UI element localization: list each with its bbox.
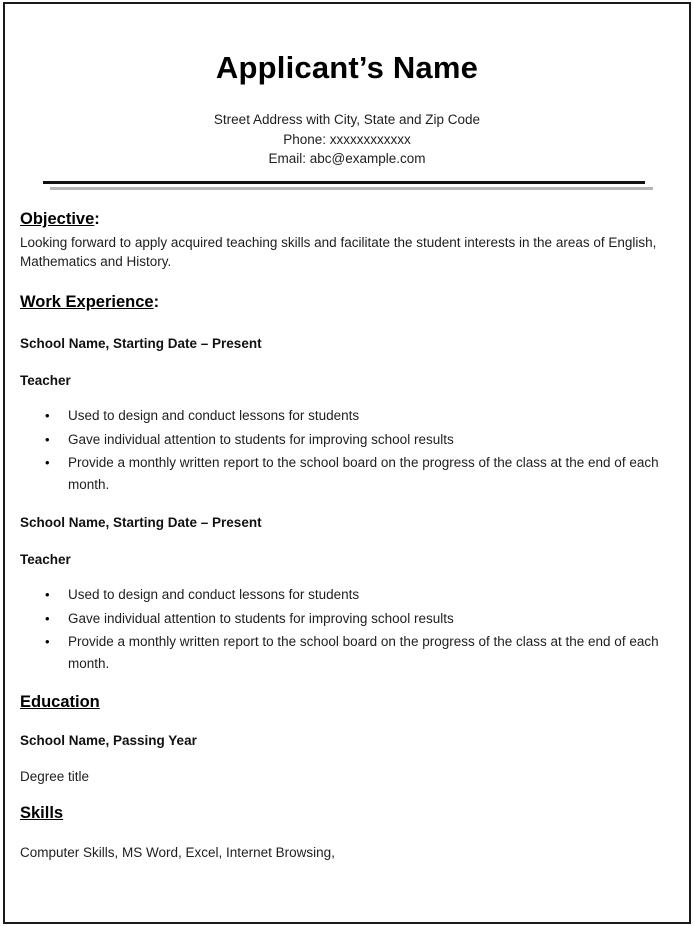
job-2-school: School Name, Starting Date – Present	[20, 515, 262, 530]
phone-number: Phone: xxxxxxxxxxxx	[283, 132, 411, 147]
bullet-icon: •	[45, 587, 50, 602]
bullet-icon: •	[45, 610, 50, 626]
education-heading	[20, 693, 100, 712]
list-item	[20, 631, 670, 675]
objective-heading-colon: :	[94, 210, 100, 228]
list-item-text: Used to design and conduct lessons for students	[68, 408, 360, 423]
bullet-icon: •	[45, 455, 50, 470]
objective-heading	[20, 210, 100, 229]
skills-heading	[20, 804, 63, 823]
skills-heading-label: Skills	[20, 804, 64, 822]
header-divider-light	[50, 187, 653, 190]
list-item	[20, 429, 670, 451]
work-experience-heading-label: Work Experience	[20, 293, 154, 311]
job-2-bullets	[20, 584, 670, 677]
list-item-text: Provide a monthly written report to the school board on the progress of the class at the end of each month.	[68, 634, 659, 671]
email-address: Email: abc@example.com	[268, 151, 426, 166]
bullet-icon: •	[45, 408, 50, 423]
work-experience-heading-colon: :	[153, 293, 160, 311]
job-2-title: Teacher	[20, 552, 71, 567]
job-1-bullets	[20, 405, 670, 498]
list-item	[20, 405, 670, 427]
list-item-text: Provide a monthly written report to the school board on the progress of the class at the end of each month.	[68, 455, 659, 492]
list-item-text: Gave individual attention to students for improving school results	[68, 431, 454, 447]
list-item	[20, 452, 670, 496]
objective-text: Looking forward to apply acquired teaching skills and facilitate the student interests in the areas of English, Mathematics and History.	[20, 235, 657, 269]
header-divider-dark	[43, 181, 645, 184]
education-heading-label: Education	[20, 693, 100, 711]
job-1-school: School Name, Starting Date – Present	[20, 336, 262, 351]
skills-text: Computer Skills, MS Word, Excel, Internet Browsing,	[20, 845, 335, 860]
job-1-title: Teacher	[20, 373, 71, 388]
list-item-text: Gave individual attention to students for improving school results	[68, 610, 454, 626]
education-school: School Name, Passing Year	[20, 733, 197, 748]
objective-heading-label: Objective	[20, 210, 95, 228]
street-address: Street Address with City, State and Zip Code	[213, 112, 481, 127]
bullet-icon: •	[45, 431, 50, 447]
list-item	[20, 584, 670, 606]
resume-page	[3, 2, 691, 924]
work-experience-heading	[20, 293, 159, 312]
education-degree: Degree title	[20, 769, 90, 784]
list-item	[20, 608, 670, 630]
list-item-text: Used to design and conduct lessons for students	[68, 587, 360, 602]
bullet-icon: •	[45, 634, 50, 649]
applicant-name: Applicant’s Name	[215, 50, 479, 85]
